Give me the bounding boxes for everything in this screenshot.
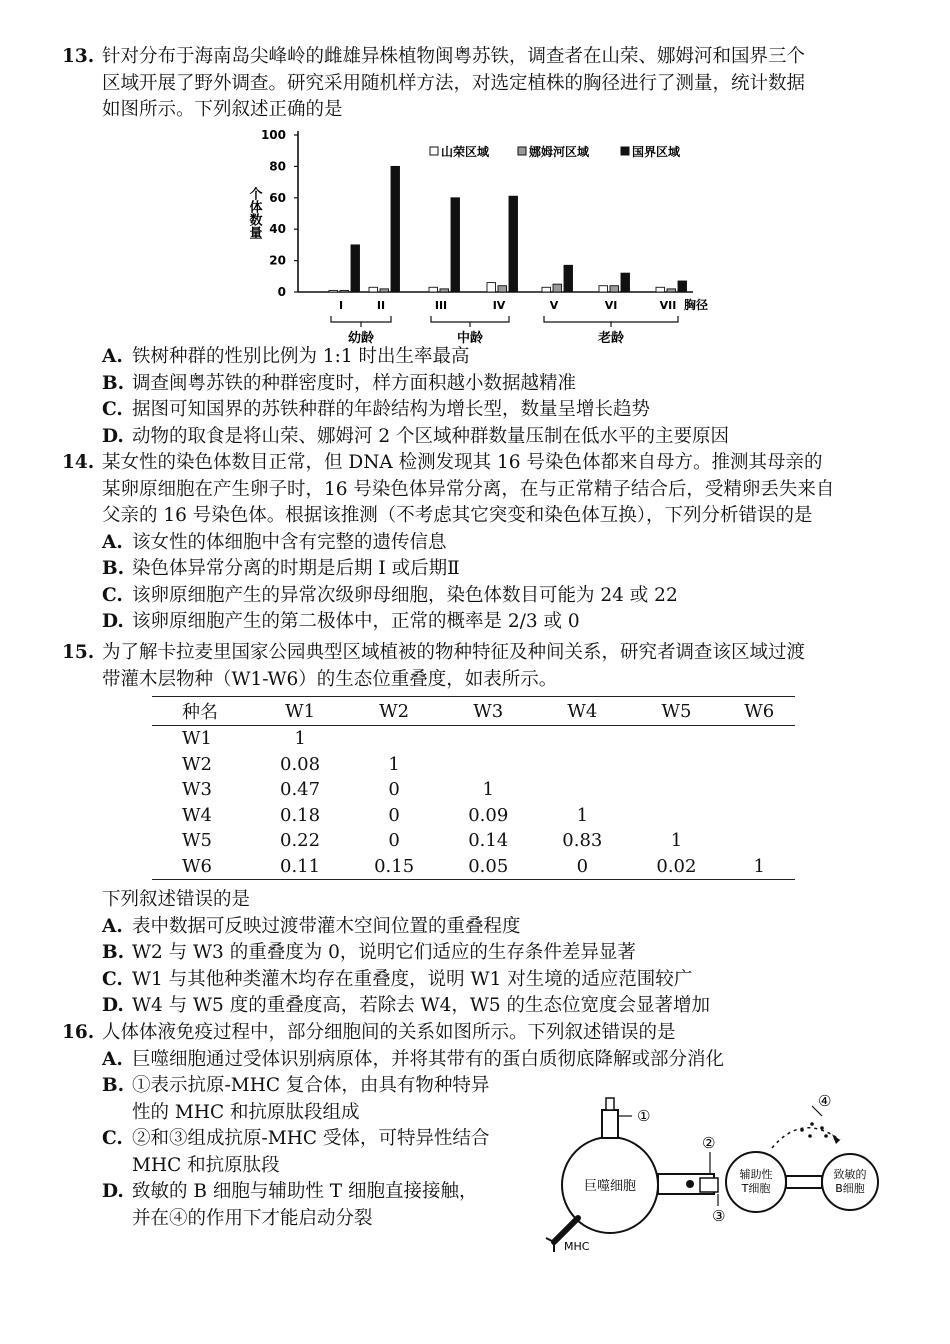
table-header-row <box>152 697 795 726</box>
y-tick-label: 20 <box>269 253 286 268</box>
x-axis-label: 胸径 <box>684 298 709 312</box>
q16-option-b-cont: 性的 MHC 和抗原肽段组成 <box>132 1101 360 1123</box>
cytokine-dot <box>800 1128 804 1132</box>
table-row <box>152 752 795 778</box>
q15-option-d: D. W4 与 W5 度的重叠度高，若除去 W4，W5 的生态位宽度会显著增加 <box>102 995 711 1016</box>
table-cell: 0 <box>535 854 629 880</box>
bar-娜姆河区域 <box>380 289 389 292</box>
mhc-label: MHC <box>564 1240 590 1253</box>
table-cell: 1 <box>723 854 795 880</box>
table-header: W3 <box>441 697 535 726</box>
table-cell: 0 <box>388 779 400 801</box>
x-tick-label: III <box>434 299 448 312</box>
legend-label: 娜姆河区域 <box>529 145 590 159</box>
q15-option-a: A. 表中数据可反映过渡带灌木空间位置的重叠程度 <box>102 915 521 937</box>
legend-label: 国界区域 <box>632 145 681 159</box>
bar-娜姆河区域 <box>340 290 349 292</box>
table-cell <box>535 777 629 803</box>
group-bracket <box>331 316 391 322</box>
q13-options <box>62 344 892 450</box>
table-cell <box>629 726 723 752</box>
t-b-contact <box>786 1176 822 1188</box>
legend-swatch <box>518 147 526 155</box>
table-row <box>152 828 795 854</box>
group-label: 幼龄 <box>347 331 375 346</box>
cytokine-arrowhead <box>832 1134 840 1144</box>
macrophage-label: 巨噬细胞 <box>583 1179 637 1194</box>
q14-option-c: C. 该卵原细胞产生的异常次级卵母细胞，染色体数目可能为 24 或 22 <box>102 584 678 606</box>
table-cell <box>629 752 723 778</box>
antigen-peptide <box>606 1098 614 1110</box>
table-cell: 1 <box>294 728 306 750</box>
q15-after-table <box>62 887 892 1020</box>
x-tick-label: V <box>549 299 559 312</box>
q13-option-a: A. 铁树种群的性别比例为 1:1 时出生率最高 <box>102 346 470 367</box>
q14-stem-line1: 某女性的染色体数目正常，但 DNA 检测发现其 16 号染色体都来自母方。推测其母亲的 <box>102 452 823 473</box>
b-cell-label-2: B细胞 <box>835 1182 865 1195</box>
bar-国界区域 <box>451 198 460 292</box>
q14-stem <box>62 450 892 636</box>
q13-option-c: C. 据图可知国界的苏铁种群的年龄结构为增长型，数量呈增长趋势 <box>102 399 651 420</box>
table-header: W2 <box>347 697 441 726</box>
cytokine-dot <box>820 1126 824 1130</box>
table-header: W4 <box>535 697 629 726</box>
q15-overlap-table <box>152 696 795 880</box>
q16-option-d: D. 致敏的 B 细胞与辅助性 T 细胞直接接触， <box>102 1181 478 1202</box>
x-tick-label: I <box>338 299 344 312</box>
table-cell <box>723 752 795 778</box>
cytokine-dot <box>824 1134 828 1138</box>
table-row-label: W3 <box>182 779 212 801</box>
table-row-label: W2 <box>182 753 212 775</box>
q13-stem <box>62 44 892 124</box>
table-cell: 0.02 <box>629 854 723 880</box>
y-axis-label: 个体数量 <box>246 187 262 239</box>
table-header: W6 <box>723 697 795 726</box>
table-row <box>152 777 795 803</box>
q14-option-a: A. 该女性的体细胞中含有完整的遗传信息 <box>102 531 447 553</box>
bar-国界区域 <box>621 273 630 292</box>
q13-stem-line2: 区域开展了野外调查。研究采用随机样方法，对选定植株的胸径进行了测量，统计数据 <box>102 72 806 94</box>
bar-国界区域 <box>391 166 400 292</box>
table-cell: 0 <box>388 804 400 826</box>
x-tick-label: VII <box>659 299 677 312</box>
table-cell: 1 <box>482 779 494 801</box>
q15-stem-line2: 带灌木层物种（W1-W6）的生态位重叠度，如表所示。 <box>102 668 558 690</box>
table-cell: 0.18 <box>280 804 321 826</box>
cytokine-dot <box>808 1134 812 1138</box>
table-cell: 0.47 <box>280 779 321 801</box>
marker-3: ③ <box>712 1207 726 1225</box>
marker-2: ② <box>702 1134 716 1152</box>
y-tick-label: 80 <box>269 159 286 174</box>
table-cell <box>347 726 441 752</box>
table-row-label: W1 <box>182 728 212 750</box>
q14-option-b: B. 染色体异常分离的时期是后期 I 或后期Ⅱ <box>102 558 460 579</box>
x-tick-label: II <box>376 299 386 312</box>
helper-t-label-2: T细胞 <box>741 1182 771 1195</box>
bar-山荣区域 <box>542 287 551 292</box>
bar-国界区域 <box>351 245 360 292</box>
table-cell <box>535 726 629 752</box>
table-cell: 0.14 <box>468 830 509 852</box>
y-tick-label: 0 <box>277 285 286 299</box>
bar-山荣区域 <box>656 287 665 292</box>
marker-1: ① <box>637 1107 651 1125</box>
bar-国界区域 <box>564 265 573 292</box>
q16-stem-text: 人体体液免疫过程中，部分细胞间的关系如图所示。下列叙述错误的是 <box>102 1022 676 1043</box>
bar-娜姆河区域 <box>498 286 507 292</box>
x-tick-label: VI <box>604 299 618 312</box>
bar-国界区域 <box>509 196 518 292</box>
y-tick-label: 40 <box>269 222 286 237</box>
q16-option-b: B. ①表示抗原-MHC 复合体，由具有物种特异 <box>102 1075 490 1096</box>
bridge-node <box>686 1180 694 1188</box>
q14-option-d: D. 该卵原细胞产生的第二极体中，正常的概率是 2/3 或 0 <box>102 611 580 632</box>
table-cell <box>629 803 723 829</box>
table-row-label: W6 <box>152 854 253 880</box>
q16-option-a: A. 巨噬细胞通过受体识别病原体，并将其带有的蛋白质彻底降解或部分消化 <box>102 1048 725 1070</box>
table-cell <box>441 752 535 778</box>
marker-4: ④ <box>818 1092 832 1110</box>
x-tick-label: IV <box>492 299 506 312</box>
q13-option-b: B. 调查闽粤苏铁的种群密度时，样方面积越小数据越精准 <box>102 372 577 394</box>
q13-bar-chart <box>240 125 710 347</box>
q15-number: 15. <box>62 642 95 663</box>
y-tick-label: 100 <box>260 128 286 142</box>
legend-swatch <box>430 147 438 155</box>
q13-stem-line1: 针对分布于海南岛尖峰岭的雌雄异株植物闽粤苏铁，调查者在山荣、娜姆河和国界三个 <box>102 46 806 67</box>
q16-option-d-cont: 并在④的作用下才能启动分裂 <box>132 1207 373 1229</box>
q13-stem-line3: 如图所示。下列叙述正确的是 <box>102 99 343 120</box>
helper-t-label-1: 辅助性 <box>739 1168 773 1181</box>
group-label: 老龄 <box>597 331 625 346</box>
table-cell: 1 <box>670 830 683 852</box>
bar-山荣区域 <box>329 290 338 292</box>
tcr-receptor <box>700 1178 718 1192</box>
q13-option-d: D. 动物的取食是将山荣、娜姆河 2 个区域种群数量压制在低水平的主要原因 <box>102 425 730 447</box>
q15-option-b: B. W2 与 W3 的重叠度为 0，说明它们适应的生存条件差异显著 <box>102 942 636 963</box>
bar-山荣区域 <box>599 286 608 292</box>
q16-option-c: C. ②和③组成抗原-MHC 受体，可特异性结合 <box>102 1128 490 1149</box>
bar-山荣区域 <box>429 287 438 292</box>
q16-number: 16. <box>62 1022 95 1043</box>
table-row <box>152 803 795 829</box>
bar-娜姆河区域 <box>610 286 619 292</box>
table-cell <box>629 777 723 803</box>
legend-swatch <box>621 147 629 155</box>
table-cell <box>723 726 795 752</box>
table-cell: 0.15 <box>347 854 441 880</box>
cytokine-arrow <box>772 1128 840 1148</box>
table-cell <box>723 777 795 803</box>
q15-option-c: C. W1 与其他种类灌木均存在重叠度，说明 W1 对生境的适应范围较广 <box>102 968 693 990</box>
group-bracket <box>544 316 678 322</box>
table-cell <box>535 752 629 778</box>
y-tick-label: 60 <box>269 190 286 205</box>
table-cell: 0.11 <box>253 854 347 880</box>
table-row-label: W4 <box>182 804 212 826</box>
table-cell: 0.83 <box>562 830 603 852</box>
bar-娜姆河区域 <box>667 289 676 292</box>
table-cell: 0.08 <box>280 753 321 775</box>
q15-prompt: 下列叙述错误的是 <box>102 889 251 910</box>
q14-stem-line3: 父亲的 16 号染色体。根据该推测（不考虑其它突变和染色体互换），下列分析错误的是 <box>102 505 813 526</box>
antigen-mhc-complex <box>602 1110 618 1138</box>
b-cell-label-1: 致敏的 <box>833 1168 867 1181</box>
table-cell: 0.22 <box>280 830 321 852</box>
table-row-label: W5 <box>182 830 212 852</box>
group-bracket <box>431 316 509 322</box>
table-cell: 1 <box>576 804 589 826</box>
cytokine-dot <box>810 1122 814 1126</box>
table-cell: 0.05 <box>441 854 535 880</box>
q15-stem <box>62 640 892 693</box>
bar-山荣区域 <box>369 287 378 292</box>
table-row <box>152 854 795 880</box>
table-cell: 1 <box>388 753 400 775</box>
bar-娜姆河区域 <box>553 284 562 292</box>
table-header: W1 <box>253 697 347 726</box>
table-cell: 0.09 <box>468 804 509 826</box>
q15-stem-line1: 为了解卡拉麦里国家公园典型区域植被的物种特征及种间关系，研究者调查该区域过渡 <box>102 642 806 663</box>
table-cell <box>723 828 795 854</box>
table-header: 种名 <box>152 697 253 726</box>
q14-stem-line2: 某卵原细胞在产生卵子时，16 号染色体异常分离，在与正常精子结合后，受精卵丢失来自 <box>102 478 835 500</box>
q14-number: 14. <box>62 452 95 473</box>
q13-number: 13. <box>62 46 95 67</box>
table-cell: 0 <box>388 830 400 852</box>
legend-label: 山荣区域 <box>441 145 490 159</box>
table-row <box>152 726 795 752</box>
table-cell <box>441 726 535 752</box>
group-label: 中龄 <box>456 331 484 346</box>
bar-山荣区域 <box>487 283 496 292</box>
q16-immune-diagram <box>540 1090 890 1255</box>
bar-国界区域 <box>678 281 687 292</box>
table-header: W5 <box>629 697 723 726</box>
mhc-stalk <box>554 1218 578 1242</box>
q16-option-c-cont: MHC 和抗原肽段 <box>132 1154 280 1176</box>
bar-娜姆河区域 <box>440 289 449 292</box>
table-cell <box>723 803 795 829</box>
